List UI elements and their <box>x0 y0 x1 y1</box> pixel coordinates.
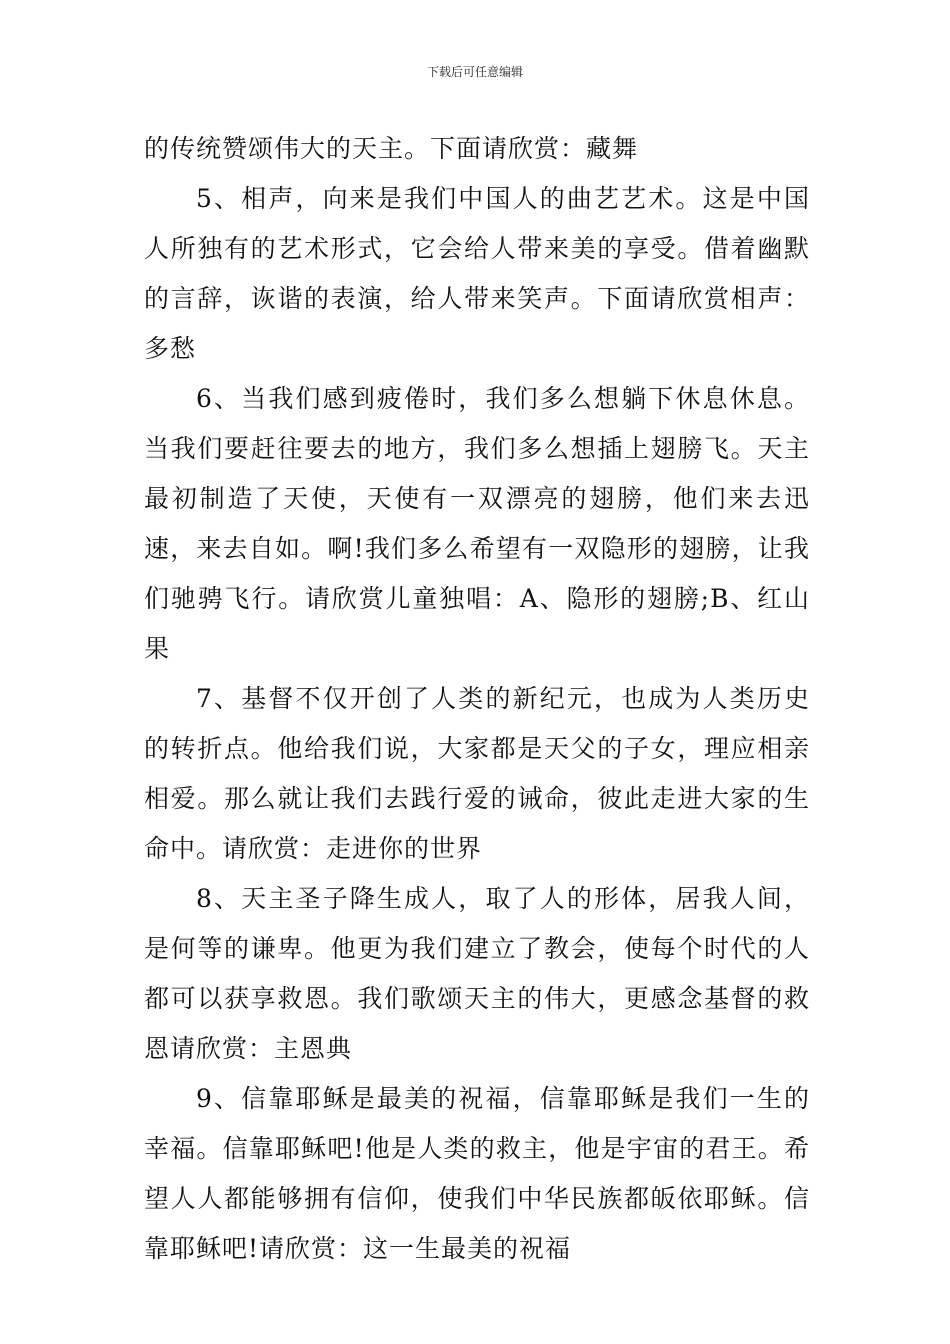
paragraph-item-6: 6、当我们感到疲倦时，我们多么想躺下休息休息。当我们要赶往要去的地方，我们多么想插上翅膀飞。天主最初制造了天使，天使有一双漂亮的翅膀，他们来去迅速，来去自如。啊!我们多么希望有一双隐形的翅膀，让我们驰骋飞行。请欣赏儿童独唱：A、隐形的翅膀;B、红山果 <box>144 384 810 663</box>
paragraph-item-5: 5、相声，向来是我们中国人的曲艺艺术。这是中国人所独有的艺术形式，它会给人带来美的享受。借着幽默的言辞，诙谐的表演，给人带来笑声。下面请欣赏相声：多愁 <box>144 184 810 363</box>
page-header-note: 下载后可任意编辑 <box>426 65 523 79</box>
paragraph-item-7: 7、基督不仅开创了人类的新纪元，也成为人类历史的转折点。他给我们说，大家都是天父的子女，理应相亲相爱。那么就让我们去践行爱的诫命，彼此走进大家的生命中。请欣赏：走进你的世界 <box>144 684 810 863</box>
paragraph-item-8: 8、天主圣子降生成人，取了人的形体，居我人间，是何等的谦卑。他更为我们建立了教会，使每个时代的人都可以获享救恩。我们歌颂天主的伟大，更感念基督的救恩请欣赏：主恩典 <box>144 884 810 1063</box>
document-body <box>144 124 810 1274</box>
paragraph-item-9: 9、信靠耶稣是最美的祝福，信靠耶稣是我们一生的幸福。信靠耶稣吧!他是人类的救主，他是宇宙的君王。希望人人都能够拥有信仰，使我们中华民族都皈依耶稣。信靠耶稣吧!请欣赏：这一生最美的祝福 <box>144 1084 810 1263</box>
paragraph-intro-continuation: 的传统赞颂伟大的天主。下面请欣赏：藏舞 <box>144 134 639 163</box>
